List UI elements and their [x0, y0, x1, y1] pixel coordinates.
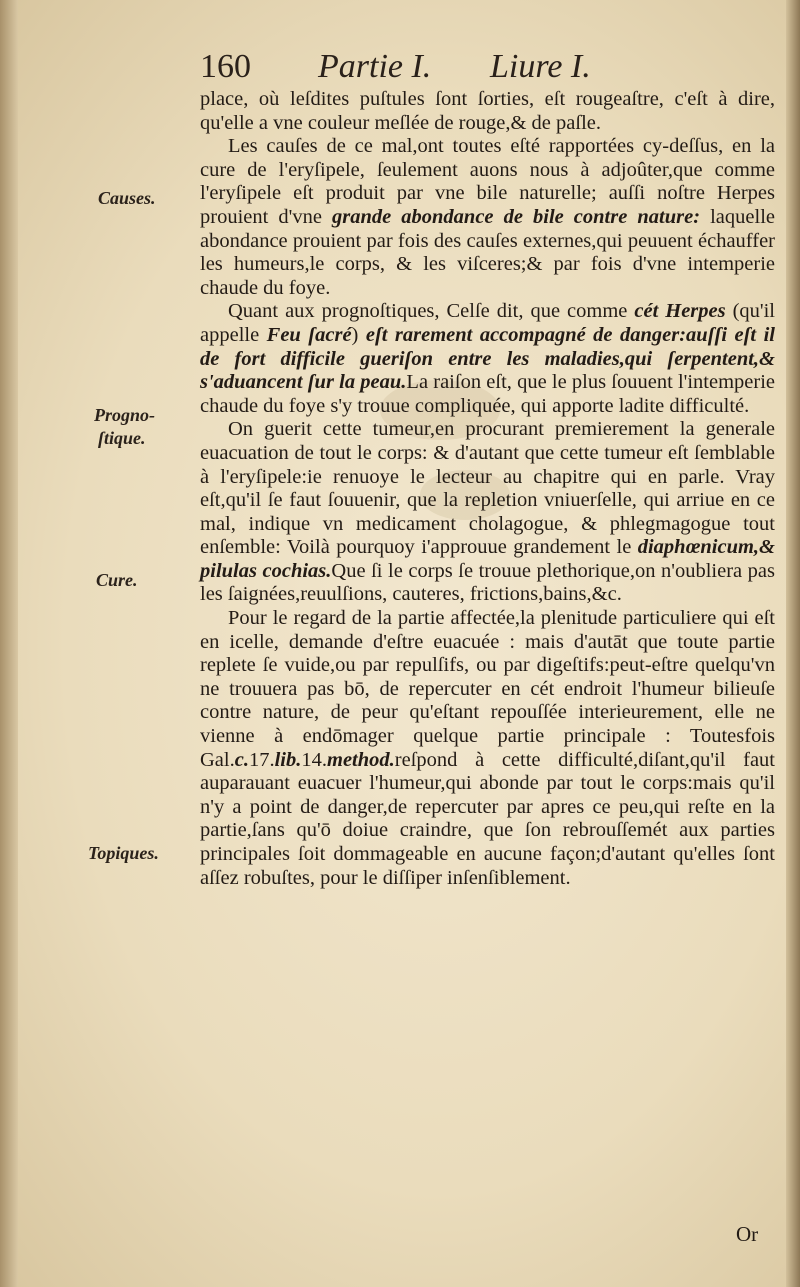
catchword: Or — [736, 1222, 759, 1246]
paragraph-causes: Les cauſes de ce mal,ont toutes eſté rapportées cy-deſſus, en la cure de l'eryſipele, ſeulement auons nous à adjoûter,que comme l'eryſipele eſt produit par vne bile naturelle; auſſi noſtre Herpes prouient d'vne grande abondance de bile contre nature: laquelle abondance prouient par fois des cauſes externes,qui peuuent échauffer les humeurs,le corps, & les viſceres;& par fois d'vne intemperie chaude du foye. — [200, 135, 775, 299]
header-book: Liure I. — [490, 48, 591, 85]
margin-note-topiques: Topiques. — [88, 843, 159, 863]
paragraph-topiques: Pour le regard de la partie affectée,la plenitude particuliere qui eſt en icelle, demande d'eſtre euacuée : mais d'autāt que toute partie replete ſe vuide,ou par repulſifs, ou par digeſtifs:peut-eſtre quelqu'vn ne trouuera pas bō, de repercuter en cét endroit l'humeur bilieuſe contre nature, de peur qu'eſtant repouſſée interieurement, elle ne vienne à endōmager quelque partie principale : Toutesfois Gal.c.17.lib.14.method.reſpond à cette difficulté,diſant,qu'il faut auparauant euacuer l'humeur,qui abonde par tout le corps:mais qu'il n'y a point de danger,de repercuter par apres ce peu,qui reſte en la partie,ſans qu'ō doiue craindre, que ſon rebrouſſemét aux parties principales ſoit dommageable en aucune façon;d'autant qu'elles ſont aſſez robuſtes, pour le diſſiper inſenſiblement. — [200, 607, 775, 889]
margin-note-causes: Causes. — [98, 188, 156, 208]
paragraph-1: place, où leſdites puſtules ſont ſorties, eſt rougeaſtre, c'eſt à dire, qu'elle a vne couleur meſlée de rouge,& de paſle. — [200, 88, 775, 134]
running-header — [200, 48, 760, 92]
page-right-edge — [786, 0, 800, 1287]
paragraph-prognostique: Quant aux prognoſtiques, Celſe dit, que comme cét Herpes (qu'il appelle Feu ſacré) eſt rarement accompagné de danger:auſſi eſt il de fort difficile gueriſon entre les maladies,qui ſerpentent,& s'aduancent ſur la peau.La raiſon eſt, que le plus ſouuent l'intemperie chaude du foye s'y trouue compliquée, qui apporte ladite difficulté. — [200, 300, 776, 417]
header-part: Partie I. — [318, 48, 432, 85]
body-text — [200, 88, 775, 890]
page-number: 160 — [200, 48, 251, 85]
paragraph-cure: On guerit cette tumeur,en procurant premierement la generale euacuation de tout le corps: & d'autant que cette tumeur eſt ſemblable à l'eryſipele:ie renuoye le lecteur au chapitre qui en parle. Vray eſt,qu'il ſe faut ſouuenir, que la repletion vniuerſelle, qui arriue en ce mal, indique vn medicament cholagogue, & phlegmagogue tout enſemble: Voilà pourquoy i'approuue grandement le diaphœnicum,& pilulas cochias.Que ſi le corps ſe trouue plethorique,on n'oubliera pas les ſaignées,reuulſions, cauteres, frictions,bains,&c. — [200, 418, 775, 606]
page-left-edge — [0, 0, 18, 1287]
margin-note-prognostique-1: Progno- — [94, 405, 156, 425]
margin-note-cure: Cure. — [96, 570, 138, 590]
margin-note-prognostique-2: ſtique. — [98, 428, 146, 448]
